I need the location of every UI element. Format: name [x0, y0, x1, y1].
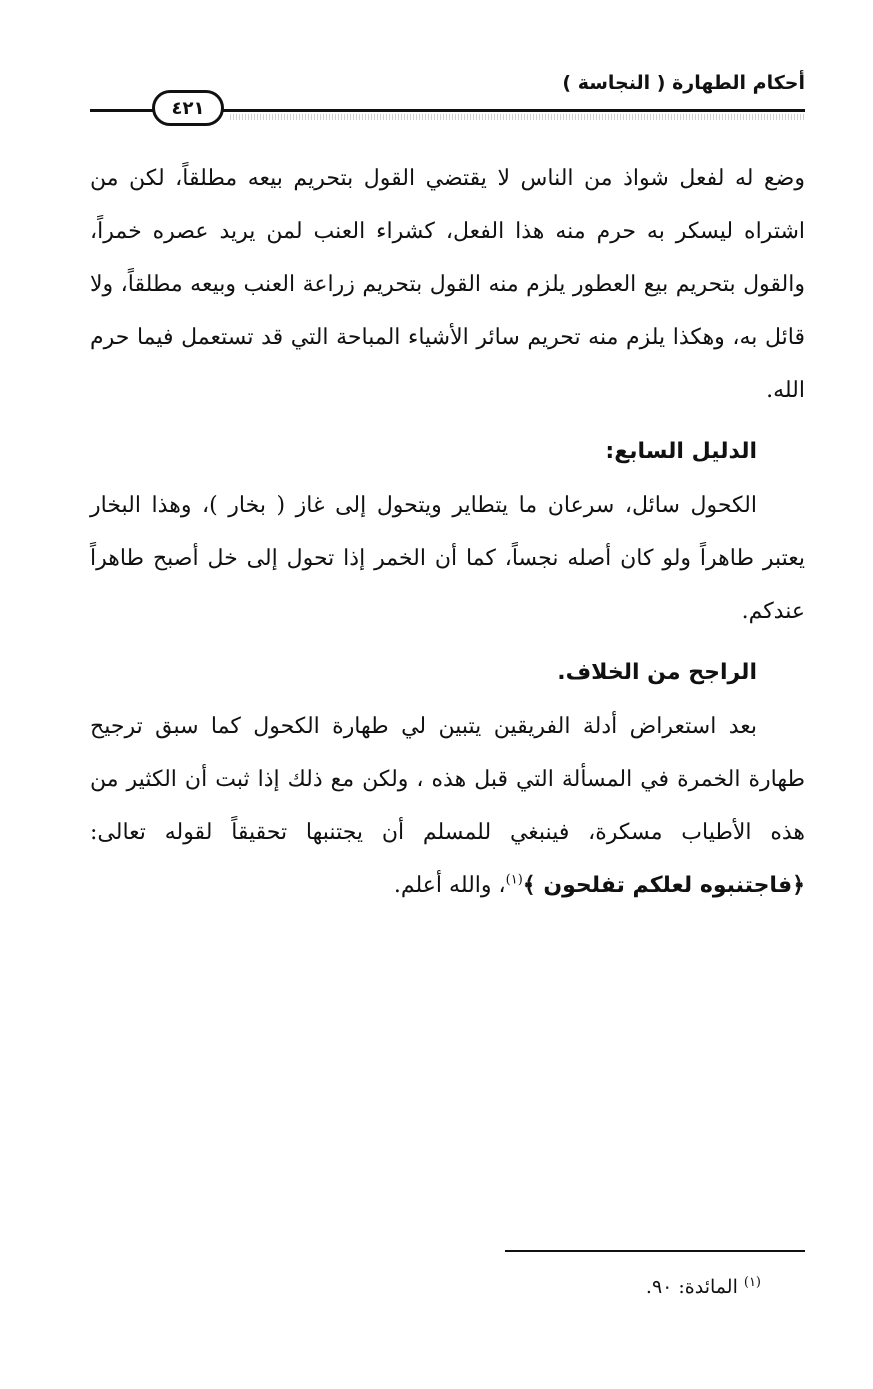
header-rule-hatching — [230, 114, 805, 120]
footnote-number: (١) — [743, 1274, 761, 1290]
page-number-badge — [152, 90, 224, 126]
footnote — [646, 1276, 761, 1298]
closing-text: ، والله أعلم. — [393, 873, 506, 898]
paragraph: وضع له لفعل شواذ من الناس لا يقتضي القول بتحريم بيعه مطلقاً، لكن من اشتراه ليسكر به حرم منه هذا الفعل، كشراء العنب لمن يريد عصره خمراً، والقول بتحريم بيع العطور يلزم منه القول بتحريم زراعة العنب وبيعه مطلقاً، ولا قائل به، وهكذا يلزم منه تحريم سائر الأشياء المباحة التي قد تستعمل فيما حرم الله. — [90, 166, 805, 403]
footnote-text: المائدة: ٩٠. — [645, 1276, 738, 1298]
page-number: ٤٢١ — [171, 97, 205, 119]
paragraph: الكحول سائل، سرعان ما يتطاير ويتحول إلى غاز ( بخار )، وهذا البخار يعتبر طاهراً ولو كان أصله نجساً، كما أن الخمر إذا تحول إلى خل أصبح طاهراً عندكم. — [90, 493, 805, 624]
footnote-separator — [505, 1250, 805, 1252]
section-heading: الدليل السابع: — [605, 439, 757, 464]
quran-verse: ﴿فاجتنبوه لعلكم تفلحون ﴾ — [522, 873, 805, 898]
section-heading: الراجح من الخلاف. — [557, 660, 757, 685]
page-header — [90, 70, 805, 130]
page-body — [90, 152, 805, 912]
paragraph — [90, 700, 805, 912]
footnote-reference: (١) — [505, 872, 523, 888]
running-title: أحكام الطهارة ( النجاسة ) — [562, 72, 805, 94]
paragraph-text: بعد استعراض أدلة الفريقين يتبين لي طهارة الكحول كما سبق ترجيح طهارة الخمرة في المسألة التي قبل هذه ، ولكن مع ذلك إذا ثبت أن الكثير من هذه الأطياب مسكرة، فينبغي للمسلم أن يجتنبها تحقيقاً لقوله تعالى: — [90, 714, 805, 845]
